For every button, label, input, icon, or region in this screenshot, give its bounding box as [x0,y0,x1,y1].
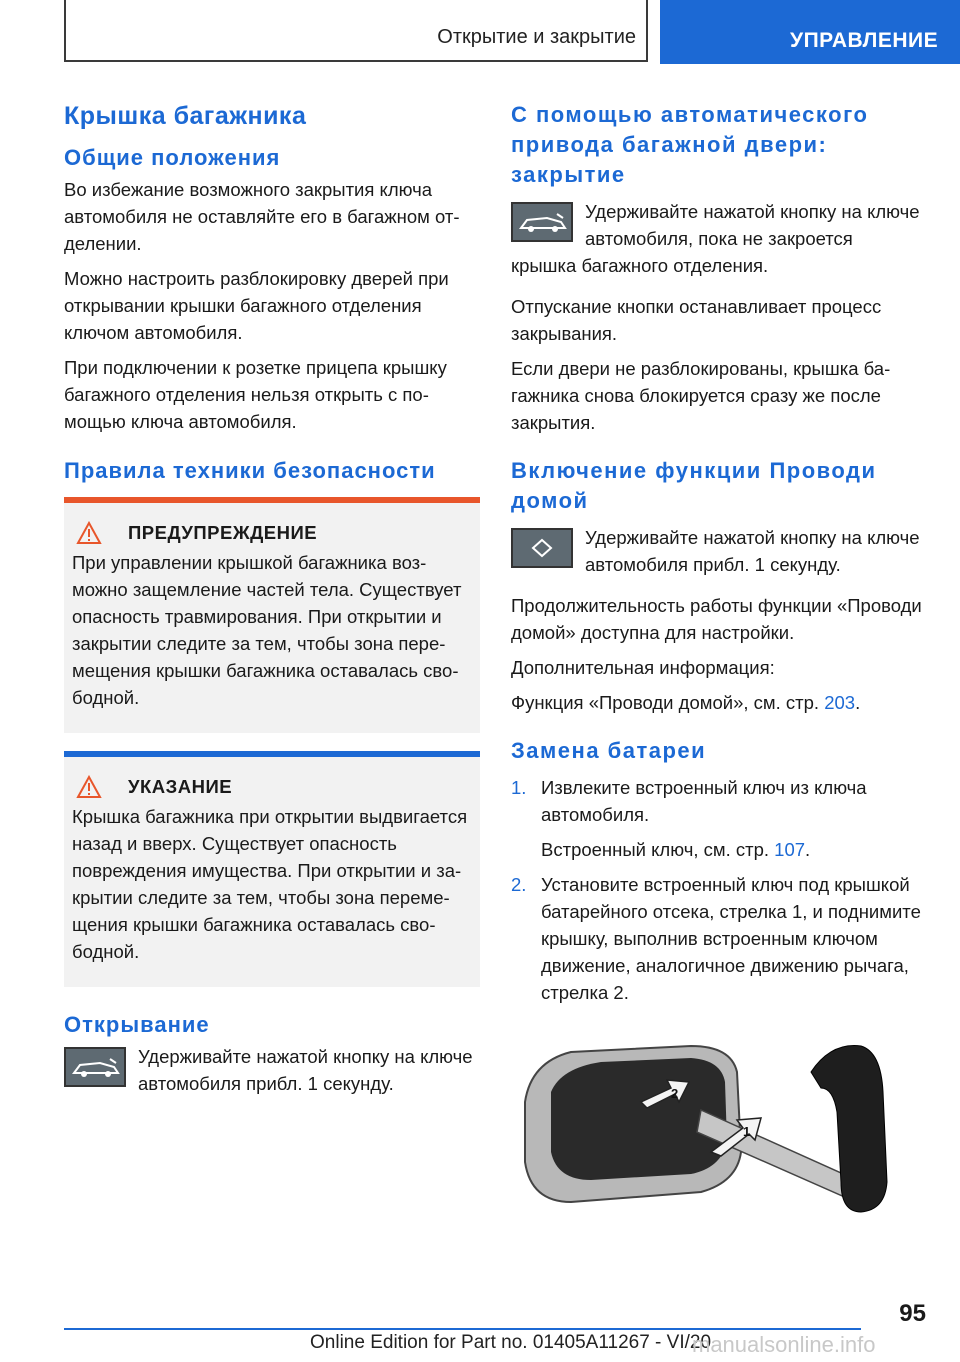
left-column [64,100,480,1105]
general-heading: Общие положения [64,145,281,170]
note-text: Крышка багажника при открытии выдвигается назад и вверх. Существует опасность повреждения имущества. При открытии и закрытии следите за тем, чтобы зона перемещения крышки багажника оставалась свободной. [72,806,468,962]
follow-me-ref-text: Функция «Проводи домой», см. стр. [511,692,820,713]
page-number: 95 [899,1300,926,1327]
note-box [64,751,480,987]
step-number: 2. [511,874,527,895]
opening-heading: Открывание [64,1012,210,1037]
general-paragraph-2: Можно настроить разблокировку дверей при открывании крышки багажного отделения ключом автомобиля. [64,268,449,343]
follow-me-paragraph-3: Дополнительная информация: [511,657,775,678]
trunk-button-icon [64,1047,126,1087]
page-title: Крышка багажника [64,102,307,130]
warning-triangle-icon [76,521,102,545]
step-ref-text: Встроенный ключ, см. стр. [541,839,770,860]
key-battery-illustration [511,1032,923,1222]
follow-me-page-link[interactable]: 203 [824,692,856,713]
header-section-title: Открытие и закрытие [437,26,636,48]
footer-edition: Online Edition for Part no. 01405A11267 - VI/20 [310,1332,712,1353]
follow-me-paragraph-4 [511,689,923,716]
step-text: Извлеките встроенный ключ из ключа автомобиля. [541,777,867,825]
step-number: 1. [511,777,527,798]
battery-steps-list [511,774,923,1006]
header-chapter-tab: УПРАВЛЕНИЕ [660,0,960,64]
follow-me-button-icon [511,528,573,568]
auto-close-paragraph-3: Если двери не разблокированы, крышка багажника снова блокируется сразу же после закрытия. [511,358,891,433]
battery-step-1 [511,774,923,863]
embedded-key-page-link[interactable]: 107 [774,839,806,860]
warning-text: При управлении крышкой багажника возможно защемление частей тела. Существует опасность травмирования. При открытии и закрытии следите за тем, чтобы зона перемещения крышки багажника оставалась свободной. [72,552,462,708]
auto-close-text: Удерживайте нажатой кнопку на ключе автомобиля, пока не закроется крышка багажного отделения. [511,201,920,276]
warning-title: ПРЕДУПРЕЖДЕНИЕ [128,522,318,543]
warning-box [64,497,480,733]
general-paragraph-3: При подключении к розетке прицепа крышку багажного отделения нельзя открыть с помощью ключа автомобиля. [64,357,447,432]
auto-close-paragraph-2: Отпускание кнопки останавливает процесс закрывания. [511,296,882,344]
right-column [511,100,923,1227]
safety-heading: Правила техники безопасности [64,458,436,483]
auto-close-row [511,198,923,287]
caution-triangle-icon [76,775,102,799]
follow-me-heading: Включение функции Проводи домой [511,458,877,513]
trunk-button-icon [511,202,573,242]
arrow-2-label: 2 [671,1086,679,1101]
warning-title-row [72,521,472,545]
battery-step-2 [511,871,923,1006]
battery-heading: Замена батареи [511,738,707,763]
opening-text: Удерживайте нажатой кнопку на ключе автомобиля прибл. 1 секунду. [138,1046,473,1094]
watermark: manualsonline.info [692,1332,876,1357]
follow-me-row [511,524,923,586]
step-text: Установите встроенный ключ под крышкой батарейного отсека, стрелка 1, и поднимите крышку, выполнив встроенным ключом движение, аналогичное движению рычага, стрелка 2. [541,874,921,1003]
general-paragraph-1: Во избежание возможного закрытия ключа автомобиля не оставляйте его в багажном отделении. [64,179,460,254]
arrow-1-label: 1 [743,1124,751,1139]
note-title-row [72,775,472,799]
step-1-reference [541,836,923,863]
follow-me-text: Удерживайте нажатой кнопку на ключе автомобиля прибл. 1 секунду. [585,527,920,575]
follow-me-ref-suffix: . [855,692,861,713]
step-ref-suffix: . [805,839,811,860]
footer-rule [64,1328,861,1330]
note-title: УКАЗАНИЕ [128,776,233,797]
follow-me-paragraph-2: Продолжительность работы функции «Проводи домой» доступна для настройки. [511,595,922,643]
auto-close-heading: С помощью автоматического привода багажной двери: закрытие [511,102,869,187]
opening-row [64,1043,480,1105]
